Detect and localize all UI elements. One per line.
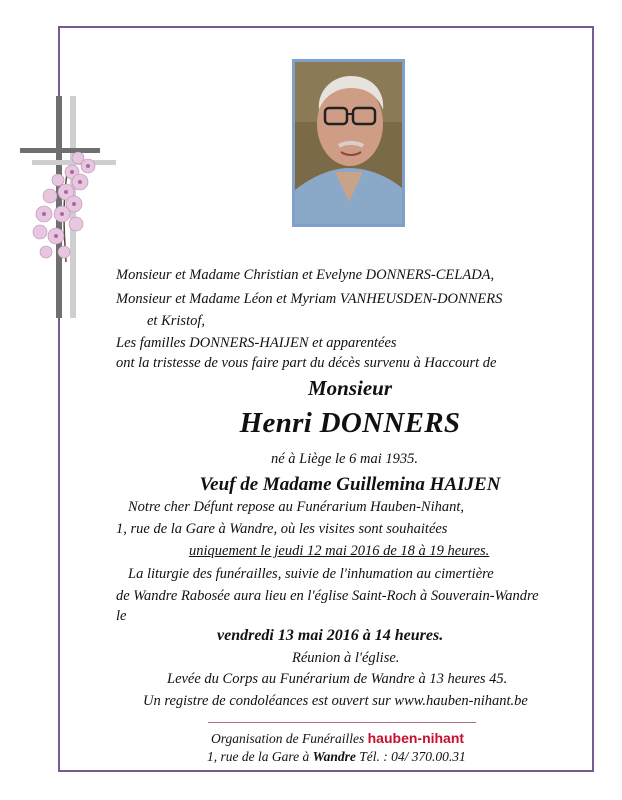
deceased-title: Monsieur [307,376,393,400]
footer-address-prefix: 1, rue de la Gare à [207,749,310,764]
brand-name: hauben-nihant [367,730,465,746]
birth-info: né à Liège le 6 mai 1935. [271,451,418,467]
levee-info: Levée du Corps au Funérarium de Wandre à 13 heures 45. [167,671,508,687]
portrait-photo [292,59,405,227]
liturgy-line-3: le [116,608,127,624]
liturgy-line-1: La liturgie des funérailles, suivie de l'inhumation au cimertière [128,566,494,582]
portrait-image [295,62,402,224]
visit-line-1: Notre cher Défunt repose au Funérarium Hauben-Nihant, [128,499,465,515]
footer-divider [208,722,476,723]
footer-organisation [211,730,464,747]
deceased-name: Henri DONNERS [239,407,461,439]
footer-address [207,749,466,765]
family-line-3: et Kristof, [147,313,206,329]
visit-line-2: 1, rue de la Gare à Wandre, où les visites sont souhaitées [116,521,448,537]
condolence-register: Un registre de condoléances est ouvert sur www.hauben-nihant.be [143,693,528,709]
family-line-1: Monsieur et Madame Christian et Evelyne DONNERS-CELADA, [116,267,495,283]
footer-address-town: Wandre [312,749,356,764]
family-line-2: Monsieur et Madame Léon et Myriam VANHEUSDEN-DONNERS [116,291,503,307]
cross-with-orchids-icon [18,92,118,322]
family-line-4: Les familles DONNERS-HAIJEN et apparentées [116,335,397,351]
footer-phone: Tél. : 04/ 370.00.31 [359,749,466,764]
liturgy-line-2: de Wandre Rabosée aura lieu en l'église Saint-Roch à Souverain-Wandre [116,588,539,604]
meeting-info: Réunion à l'église. [292,650,400,666]
visit-time: uniquement le jeudi 12 mai 2016 de 18 à 19 heures. [189,543,490,559]
widow-info: Veuf de Madame Guillemina HAIJEN [199,474,501,495]
ceremony-date: vendredi 13 mai 2016 à 14 heures. [217,627,444,644]
footer-org-prefix: Organisation de Funérailles [211,731,365,746]
family-line-5: ont la tristesse de vous faire part du décès survenu à Haccourt de [116,355,497,371]
